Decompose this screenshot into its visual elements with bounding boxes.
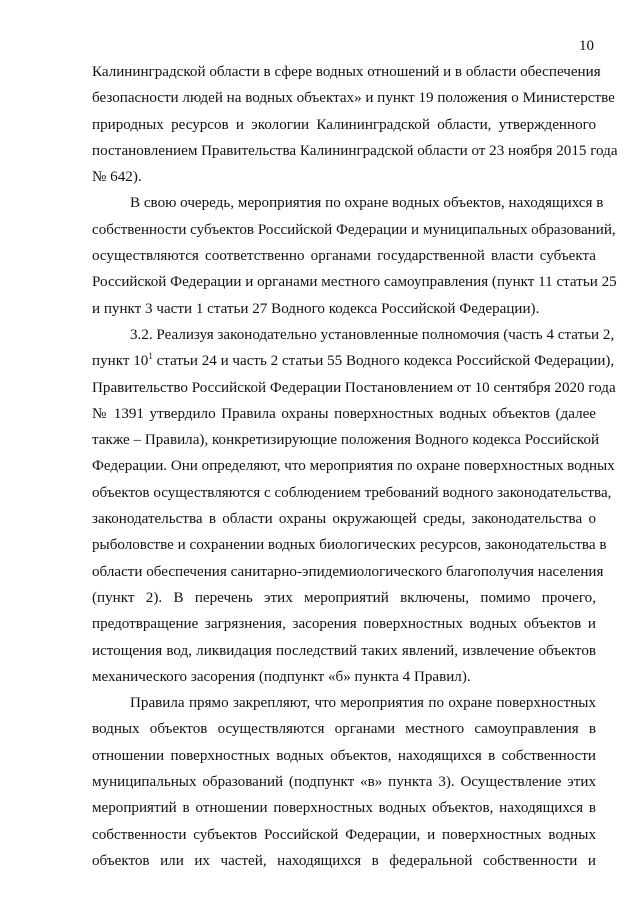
text-line: (пункт 2). В перечень этих мероприятий включены, помимо прочего, xyxy=(92,589,596,606)
text-line: осуществляются соответственно органами государственной власти субъекта xyxy=(92,248,596,265)
text-line: отношении поверхностных водных объектов, находящихся в собственности xyxy=(92,747,596,764)
text-line: также – Правила), конкретизирующие положения Водного кодекса Российской xyxy=(92,432,600,449)
text-fragment: пункт 10 xyxy=(92,353,149,370)
text-line: собственности субъектов Российской Федерации и муниципальных образований, xyxy=(92,221,616,238)
text-line: объектов или их частей, находящихся в федеральной собственности и xyxy=(92,852,596,869)
text-line: постановлением Правительства Калининградской области от 23 ноября 2015 года xyxy=(92,142,618,159)
text-line: Правила прямо закрепляют, что мероприятия по охране поверхностных xyxy=(130,695,596,712)
text-line: собственности субъектов Российской Федерации, и поверхностных водных xyxy=(92,826,596,843)
paragraph-continuation xyxy=(92,59,618,190)
text-line-with-superscript xyxy=(92,348,615,374)
paragraph-rules-local-government xyxy=(92,690,596,874)
text-line: природных ресурсов и экологии Калининградской области, утвержденного xyxy=(92,116,596,133)
paragraph-water-bodies-ownership xyxy=(92,190,617,321)
page-number: 10 xyxy=(579,38,594,54)
text-line: механического засорения (подпункт «б» пункта 4 Правил). xyxy=(92,668,471,685)
text-line: области обеспечения санитарно-эпидемиологического благополучия населения xyxy=(92,563,604,580)
text-line: и пункт 3 части 1 статьи 27 Водного кодекса Российской Федерации). xyxy=(92,300,540,317)
text-line: № 1391 утвердило Правила охраны поверхностных водных объектов (далее xyxy=(92,405,596,422)
text-line: Российской Федерации и органами местного самоуправления (пункт 11 статьи 25 xyxy=(92,274,617,291)
text-line: В свою очередь, мероприятия по охране водных объектов, находящихся в xyxy=(130,195,604,212)
text-line: безопасности людей на водных объектах» и пункт 19 положения о Министерстве xyxy=(92,90,615,107)
text-line: рыболовстве и сохранении водных биологических ресурсов, законодательства в xyxy=(92,537,607,554)
text-line: 3.2. Реализуя законодательно установленные полномочия (часть 4 статьи 2, xyxy=(130,326,615,343)
text-line: предотвращение загрязнения, засорения поверхностных водных объектов и xyxy=(92,616,596,633)
text-line: законодательства в области охраны окружающей среды, законодательства о xyxy=(92,511,596,528)
document-body xyxy=(92,59,618,874)
text-line: Правительство Российской Федерации Постановлением от 10 сентября 2020 года xyxy=(92,379,616,396)
paragraph-section-3-2 xyxy=(92,322,616,690)
text-line: мероприятий в отношении поверхностных водных объектов, находящихся в xyxy=(92,800,596,817)
text-line: муниципальных образований (подпункт «в» пункта 3). Осуществление этих xyxy=(92,774,596,791)
text-line: объектов осуществляются с соблюдением требований водного законодательства, xyxy=(92,484,612,501)
text-line: Калининградской области в сфере водных отношений и в области обеспечения xyxy=(92,64,601,80)
text-line: Федерации. Они определяют, что мероприятия по охране поверхностных водных xyxy=(92,458,615,475)
text-line: водных объектов осуществляются органами местного самоуправления в xyxy=(92,721,596,738)
superscript: 1 xyxy=(148,351,153,362)
text-line: истощения вод, ликвидация последствий таких явлений, извлечение объектов xyxy=(92,642,596,659)
text-fragment: статьи 24 и часть 2 статьи 55 Водного кодекса Российской Федерации), xyxy=(152,353,615,370)
text-line: № 642). xyxy=(92,169,142,186)
